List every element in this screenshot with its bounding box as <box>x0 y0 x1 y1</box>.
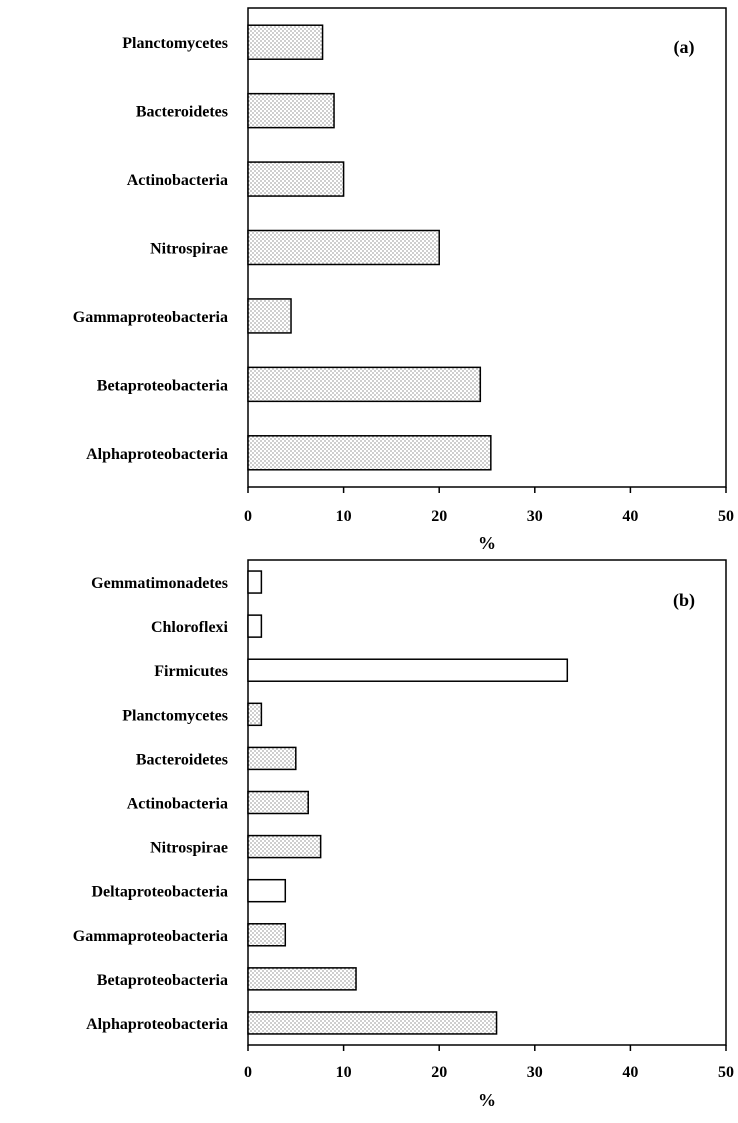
bar <box>248 25 323 59</box>
category-label: Bacteroidetes <box>135 751 228 769</box>
x-tick-label: 40 <box>622 508 639 525</box>
bar <box>248 299 291 333</box>
bar <box>248 747 296 769</box>
bar <box>248 231 439 265</box>
bar <box>248 436 491 470</box>
x-tick-label: 20 <box>431 1064 448 1081</box>
x-tick-label: 0 <box>244 508 252 525</box>
category-label: Gammaproteobacteria <box>72 308 228 326</box>
bar <box>248 367 480 401</box>
category-label: Alphaproteobacteria <box>86 1015 228 1033</box>
bar <box>248 615 261 637</box>
x-tick-label: 30 <box>526 508 543 525</box>
bar <box>248 836 321 858</box>
category-label: Firmicutes <box>154 663 228 681</box>
panel-label: (a) <box>673 37 695 57</box>
bar <box>248 94 334 128</box>
bar <box>248 792 308 814</box>
x-tick-label: 50 <box>718 508 734 525</box>
bar <box>248 880 285 902</box>
category-label: Nitrospirae <box>150 240 228 258</box>
bar <box>248 924 285 946</box>
category-label: Gemmatimonadetes <box>91 575 228 593</box>
category-label: Planctomycetes <box>122 707 228 725</box>
bar <box>248 571 261 593</box>
bar <box>248 659 567 681</box>
category-label: Betaproteobacteria <box>96 377 228 395</box>
x-axis-label: % <box>478 1090 496 1110</box>
bar <box>248 703 261 725</box>
x-tick-label: 50 <box>718 1064 734 1081</box>
panel-b <box>73 560 734 1110</box>
x-tick-label: 40 <box>622 1064 639 1081</box>
category-label: Bacteroidetes <box>135 103 228 121</box>
category-label: Betaproteobacteria <box>96 971 228 989</box>
x-tick-label: 10 <box>335 508 352 525</box>
category-label: Nitrospirae <box>150 839 228 857</box>
bar <box>248 968 356 990</box>
x-tick-label: 30 <box>526 1064 543 1081</box>
panel-label: (b) <box>673 590 695 610</box>
x-tick-label: 20 <box>431 508 448 525</box>
x-axis-label: % <box>478 533 496 553</box>
bar <box>248 1012 497 1034</box>
category-label: Actinobacteria <box>126 795 228 813</box>
bar <box>248 162 344 196</box>
category-label: Actinobacteria <box>126 172 228 190</box>
category-label: Gammaproteobacteria <box>72 927 228 945</box>
category-label: Chloroflexi <box>150 619 228 637</box>
category-label: Planctomycetes <box>122 35 228 53</box>
category-label: Alphaproteobacteria <box>86 445 228 463</box>
category-label: Deltaproteobacteria <box>91 883 228 901</box>
x-tick-label: 0 <box>244 1064 252 1081</box>
panel-a <box>73 8 734 553</box>
x-tick-label: 10 <box>335 1064 352 1081</box>
